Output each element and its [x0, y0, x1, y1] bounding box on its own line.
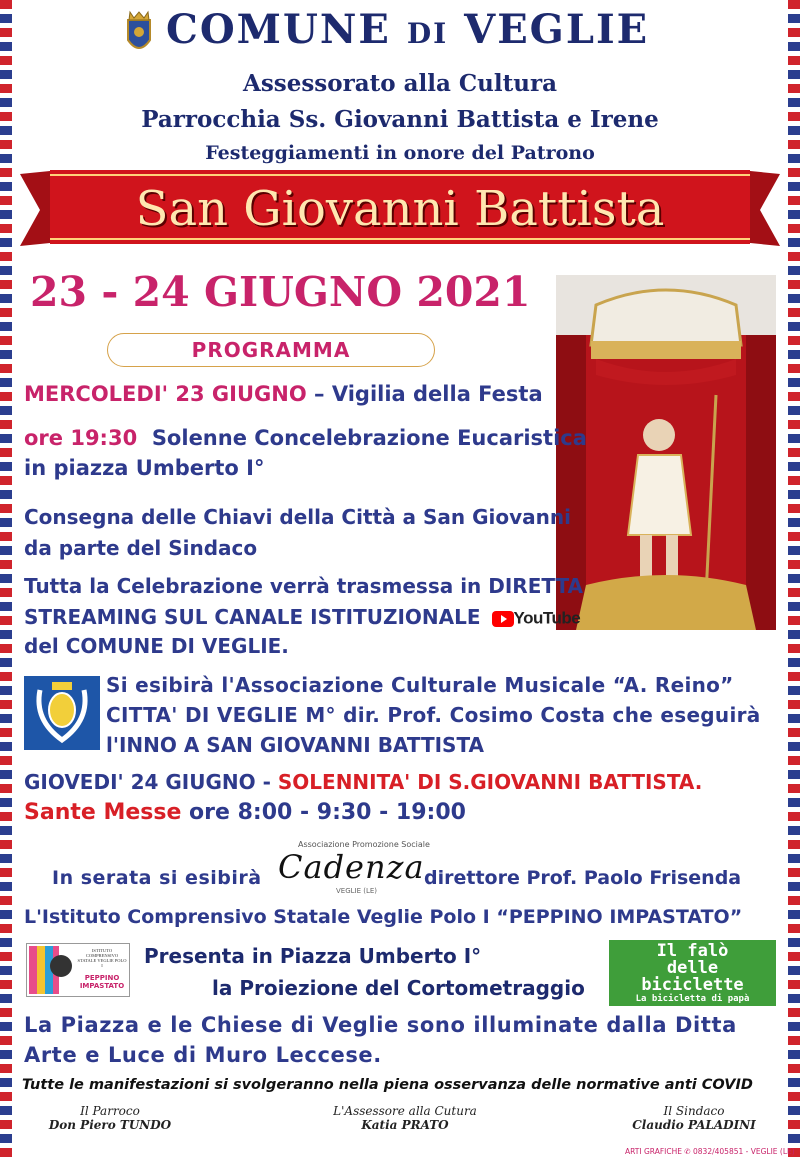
day2-masses-times: ore 8:00 - 9:30 - 19:00	[189, 800, 466, 825]
signature-name: Don Piero TUNDO	[48, 1118, 172, 1132]
day1-mass: Solenne Concelebrazione Eucaristica	[151, 426, 587, 450]
band-line-3: l'INNO A SAN GIOVANNI BATTISTA	[106, 733, 485, 757]
film-poster	[609, 940, 776, 1006]
day1-stream-3: del COMUNE DI VEGLIE.	[24, 634, 289, 658]
title-veglie: VEGLIE	[464, 6, 650, 53]
day2-masses-label: Sante Messe	[24, 800, 182, 825]
signature-sindaco	[604, 1104, 784, 1132]
youtube-label: YouTube	[513, 608, 581, 628]
cadenza-logo: Cadenza	[278, 848, 425, 886]
statue-san-giovanni-image	[556, 275, 776, 630]
subtitle-parrocchia: Parrocchia Ss. Giovanni Battista e Irene	[141, 106, 659, 133]
day1-mass-line	[24, 426, 587, 450]
subtitle-festeggiamenti: Festeggiamenti in onore del Patrono	[205, 142, 595, 164]
day2-masses-row	[24, 800, 466, 825]
day1-stream-2: STREAMING SUL CANALE ISTITUZIONALE	[24, 605, 481, 629]
event-date: 23 - 24 GIUGNO 2021	[30, 268, 531, 316]
peppino-logo-name1: PEPPINO	[84, 974, 120, 982]
banner-saint-name: San Giovanni Battista	[135, 181, 665, 237]
peppino-logo-line: ISTITUTO COMPRENSIVO STATALE VEGLIE POLO I	[77, 948, 127, 968]
film-title-3: biciclette	[641, 975, 744, 995]
title-di: DI	[406, 17, 449, 50]
lights-line-2: Arte e Luce di Muro Leccese.	[24, 1043, 382, 1067]
page-title	[166, 6, 649, 53]
film-title-2: delle	[666, 958, 719, 978]
signature-role: Il Parroco	[80, 1104, 140, 1118]
day2-heading	[24, 770, 702, 794]
comune-crest-icon	[122, 10, 156, 58]
day2-solennita: SOLENNITA' DI S.GIOVANNI BATTISTA.	[277, 770, 703, 794]
cadenza-assoc-text: Associazione Promozione Sociale	[298, 840, 430, 849]
day1-stream-1: Tutta la Celebrazione verrà trasmessa in DIRETTA	[24, 574, 584, 598]
peppino-impastato-logo	[26, 943, 130, 997]
band-line-1: Si esibirà l'Associazione Culturale Musicale “A. Reino”	[106, 673, 734, 697]
present-line-2: la Proiezione del Cortometraggio	[212, 976, 585, 1000]
day1-keys-2: da parte del Sindaco	[24, 536, 258, 560]
decorative-border-right	[788, 0, 800, 1161]
cadenza-sub: VEGLIE (LE)	[336, 887, 378, 895]
lyre-emblem-icon	[24, 676, 100, 750]
school-line: L'Istituto Comprensivo Statale Veglie Polo I “PEPPINO IMPASTATO”	[24, 906, 743, 928]
subtitle-assessorato: Assessorato alla Cultura	[242, 70, 558, 97]
film-subtitle: La bicicletta di papà	[635, 994, 750, 1004]
lights-line-1: La Piazza e le Chiese di Veglie sono illuminate dalla Ditta	[24, 1013, 737, 1037]
day1-vigilia: – Vigilia della Festa	[314, 382, 543, 406]
programma-label: PROGRAMMA	[107, 333, 435, 367]
signature-name: Katia PRATO	[361, 1118, 449, 1132]
associazione-reino-logo	[24, 676, 100, 750]
day1-heading	[24, 382, 543, 406]
film-title-1: Il falò	[656, 941, 729, 961]
decorative-border-left	[0, 0, 12, 1161]
signature-role: Il Sindaco	[663, 1104, 725, 1118]
youtube-icon	[492, 611, 514, 627]
title-comune: COMUNE	[166, 6, 391, 53]
day1-place: in piazza Umberto I°	[24, 456, 265, 480]
evening-post: direttore Prof. Paolo Frisenda	[424, 867, 742, 889]
peppino-logo-name2: IMPASTATO	[79, 982, 125, 990]
band-line-2: CITTA' DI VEGLIE M° dir. Prof. Cosimo Costa che eseguirà	[106, 703, 761, 727]
day1-stream-2-row	[24, 605, 580, 629]
evening-pre: In serata si esibirà	[52, 867, 262, 889]
present-line-1: Presenta in Piazza Umberto I°	[144, 944, 482, 968]
day1-time: ore 19:30	[24, 426, 138, 450]
signature-assessore	[315, 1104, 495, 1132]
day2-date: GIOVEDI' 24 GIUGNO -	[24, 770, 271, 794]
signature-role: L'Assessore alla Cutura	[333, 1104, 477, 1118]
covid-note: Tutte le manifestazioni si svolgeranno nella piena osservanza delle normative anti COVID	[22, 1077, 753, 1093]
signature-parroco	[20, 1104, 200, 1132]
printer-credit: ARTI GRAFICHE ✆ 0832/405851 - VEGLIE (LE)	[625, 1147, 795, 1156]
day1-keys-1: Consegna delle Chiavi della Città a San Giovanni	[24, 505, 571, 529]
signature-name: Claudio PALADINI	[632, 1118, 756, 1132]
day1-date: MERCOLEDI' 23 GIUGNO	[24, 382, 307, 406]
